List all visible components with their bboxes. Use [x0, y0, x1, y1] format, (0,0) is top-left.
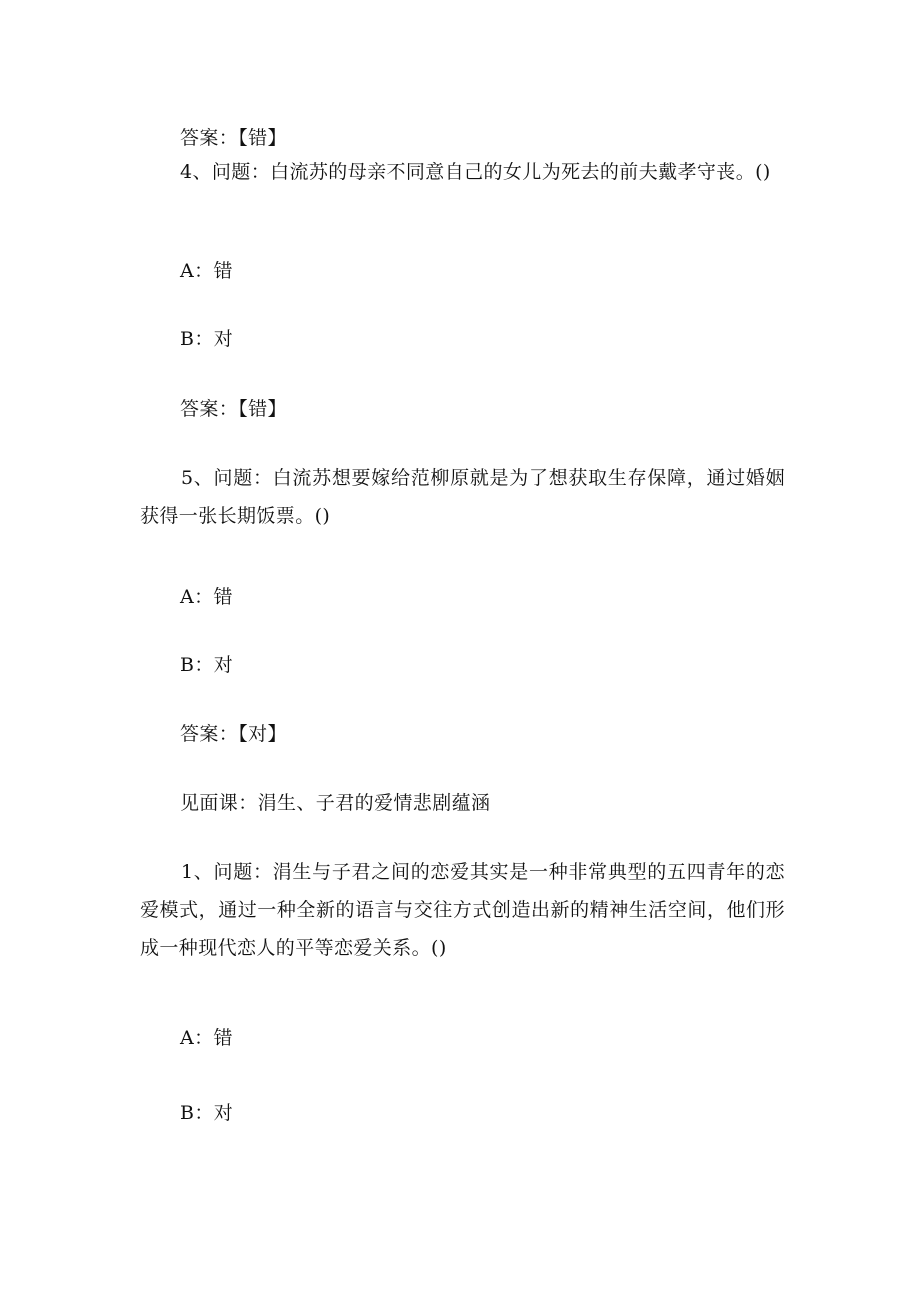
option-b: B：对 — [180, 1102, 234, 1124]
answer-line: 答案：【错】 — [180, 127, 287, 149]
option-a: A：错 — [180, 586, 233, 608]
question-4: 4、问题：白流苏的母亲不同意自己的女儿为死去的前夫戴孝守丧。() — [180, 161, 771, 183]
option-a: A：错 — [180, 1027, 233, 1049]
section-title: 见面课：涓生、子君的爱情悲剧蕴涵 — [180, 792, 491, 814]
answer-line: 答案：【错】 — [180, 398, 287, 420]
option-a: A：错 — [180, 260, 233, 282]
question-5: 5、问题：白流苏想要嫁给范柳原就是为了想获取生存保障，通过婚姻获得一张长期饭票。() — [140, 467, 785, 527]
answer-line: 答案：【对】 — [180, 723, 287, 745]
section-question-1: 1、问题：涓生与子君之间的恋爱其实是一种非常典型的五四青年的恋爱模式，通过一种全新的语言与交往方式创造出新的精神生活空间，他们形成一种现代恋人的平等恋爱关系。() — [140, 861, 785, 959]
option-b: B：对 — [180, 654, 234, 676]
option-b: B：对 — [180, 328, 234, 350]
